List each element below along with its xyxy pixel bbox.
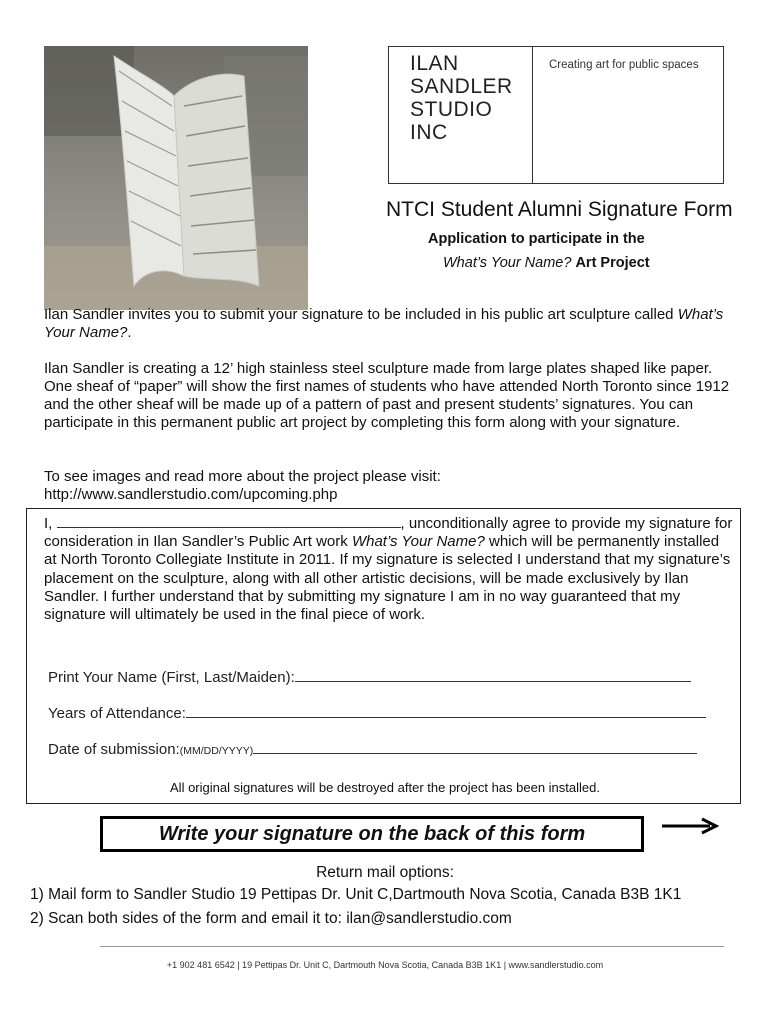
years-input-line[interactable] xyxy=(186,705,706,718)
agreement-text: I, , unconditionally agree to provide my signature for consideration in Ilan Sandler’s Public Art work What’s Your Name? which will be permanently installed at North Toronto Collegiate Institute in 2011. If my signature is selected I understand that my signature’s placement on the sculpture, along with all other artistic decisions, will be made exclusively by Ilan Sandler. I further understand that by submitting my signature I am in no way guaranteed that my signature will ultimately be used in the final piece of work. xyxy=(44,515,733,624)
intro-paragraph: Ilan Sandler invites you to submit your signature to be included in his public art sculpture called What’s Your Name?. xyxy=(44,306,724,341)
project-url: http://www.sandlerstudio.com/upcoming.php xyxy=(44,486,338,503)
studio-logo-text: ILAN SANDLER STUDIO INC xyxy=(410,52,513,144)
form-subtitle-line2 xyxy=(443,255,650,271)
footer-contact: +1 902 481 6542 | 19 Pettipas Dr. Unit C, Dartmouth Nova Scotia, Canada B3B 1K1 | www.sandlerstudio.com xyxy=(166,960,604,970)
visit-paragraph xyxy=(44,468,734,504)
agreement-name-blank[interactable] xyxy=(57,515,401,528)
date-input-line[interactable] xyxy=(253,741,697,754)
visit-text: To see images and read more about the project please visit: xyxy=(44,468,441,485)
right-arrow-icon xyxy=(660,816,720,836)
sculpture-image xyxy=(44,46,308,310)
description-paragraph: Ilan Sandler is creating a 12’ high stainless steel sculpture made from large plates shaped like paper. One sheaf of “paper” will show the first names of students who have attended North Toronto since 1912 and the other sheaf will be made up of a pattern of past and present students’ signatures. You can participate in this permanent public art project by completing this form along with your signature. xyxy=(44,360,730,431)
years-label: Years of Attendance: xyxy=(48,705,186,722)
studio-tagline: Creating art for public spaces xyxy=(549,59,699,71)
date-label: Date of submission: xyxy=(48,741,180,758)
return-option-email: 2) Scan both sides of the form and email it to: ilan@sandlerstudio.com xyxy=(30,910,512,927)
destroy-note: All original signatures will be destroyed after the project has been installed. xyxy=(170,780,600,795)
return-heading: Return mail options: xyxy=(316,864,454,881)
print-name-input-line[interactable] xyxy=(295,669,691,682)
form-title: NTCI Student Alumni Signature Form xyxy=(386,198,733,221)
project-label: Art Project xyxy=(575,255,650,271)
form-subtitle-line1: Application to participate in the xyxy=(428,231,645,247)
years-field xyxy=(48,705,706,722)
print-name-field xyxy=(48,669,691,686)
footer-divider xyxy=(100,946,724,947)
project-name: What’s Your Name? xyxy=(443,255,572,271)
signature-banner xyxy=(100,816,644,852)
return-option-mail: 1) Mail form to Sandler Studio 19 Pettipas Dr. Unit C,Dartmouth Nova Scotia, Canada B3B 1K1 xyxy=(30,886,682,903)
date-field xyxy=(48,741,697,758)
date-format: (MM/DD/YYYY) xyxy=(179,745,254,757)
logo-divider xyxy=(532,46,533,184)
print-name-label: Print Your Name (First, Last/Maiden): xyxy=(48,669,295,686)
signature-banner-text: Write your signature on the back of this form xyxy=(158,823,586,845)
